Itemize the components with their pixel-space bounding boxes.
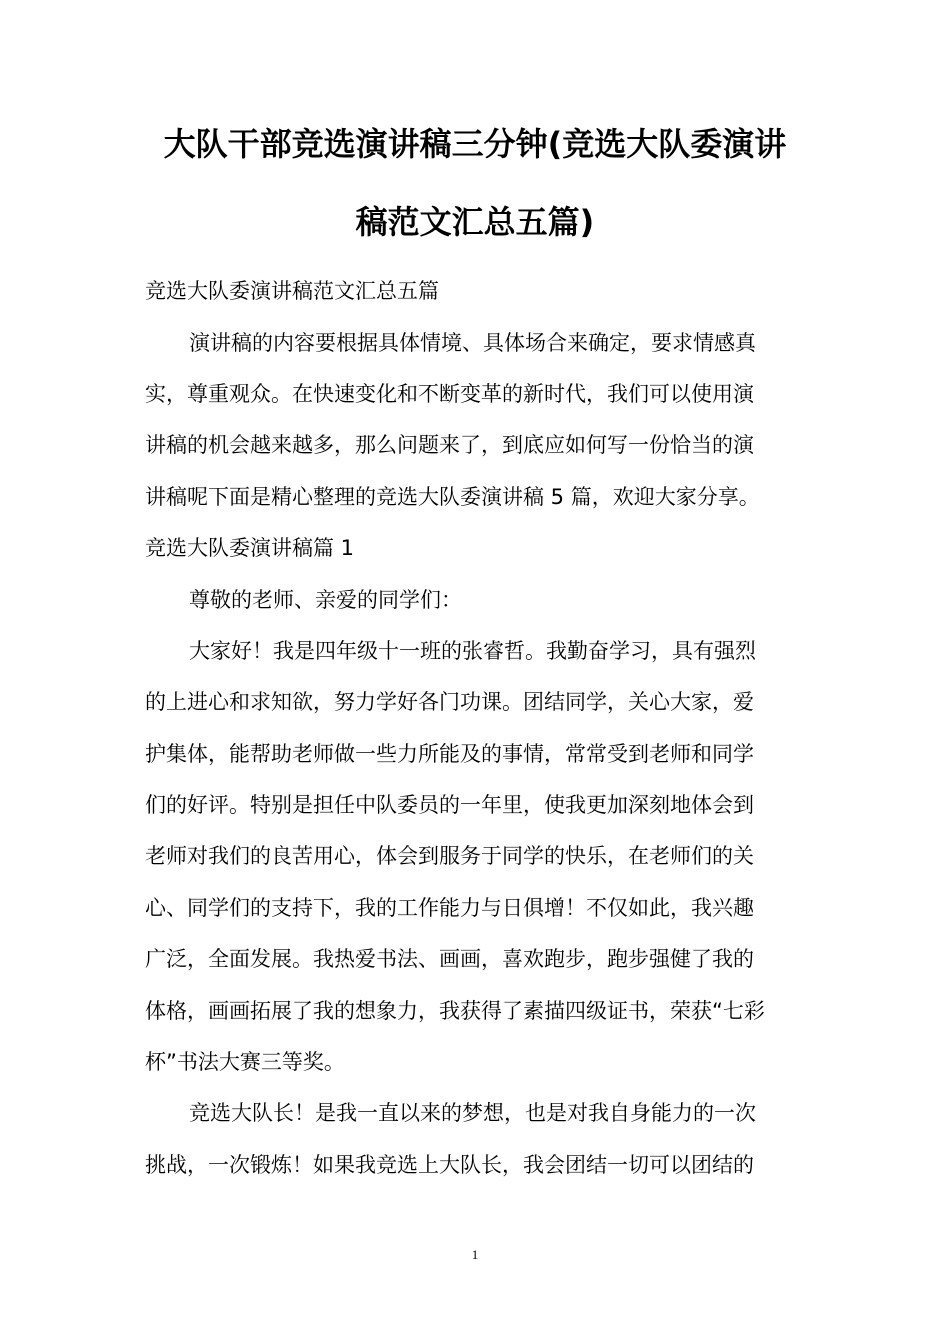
document-title-line-2: 稿范文汇总五篇) (355, 203, 595, 241)
document-title-line-1: 大队干部竞选演讲稿三分钟(竞选大队委演讲 (163, 125, 787, 163)
text-line: 广泛，全面发展。我热爱书法、画画，喜欢跑步，跑步强健了我的 (145, 947, 754, 971)
text-line: 护集体，能帮助老师做一些力所能及的事情，常常受到老师和同学 (145, 742, 754, 766)
text-line: 杯”书法大赛三等奖。 (145, 1050, 345, 1074)
page-number: 1 (471, 1247, 479, 1262)
text-line: 们的好评。特别是担任中队委员的一年里，使我更加深刻地体会到 (145, 793, 754, 817)
text-line: 老师对我们的良苦用心，体会到服务于同学的快乐，在老师们的关 (145, 844, 754, 868)
text-line: 挑战，一次锻炼！如果我竞选上大队长，我会团结一切可以团结的 (145, 1153, 754, 1177)
text-line: 讲稿的机会越来越多，那么问题来了，到底应如何写一份恰当的演 (145, 433, 754, 457)
text-line: 竞选大队长！是我一直以来的梦想，也是对我自身能力的一次 (189, 1101, 756, 1125)
text-line: 演讲稿的内容要根据具体情境、具体场合来确定，要求情感真 (189, 331, 756, 355)
text-line: 心、同学们的支持下，我的工作能力与日俱增！不仅如此，我兴趣 (145, 896, 754, 920)
text-line: 尊敬的老师、亲爱的同学们： (189, 588, 462, 612)
text-line: 实，尊重观众。在快速变化和不断变革的新时代，我们可以使用演 (145, 382, 754, 406)
section-heading: 竞选大队委演讲稿篇 1 (145, 536, 355, 560)
text-line: 的上进心和求知欲，努力学好各门功课。团结同学，关心大家，爱 (145, 690, 754, 714)
section-heading: 竞选大队委演讲稿范文汇总五篇 (145, 279, 439, 303)
text-line: 体格，画画拓展了我的想象力，我获得了素描四级证书，荣获“七彩 (145, 999, 765, 1023)
text-line: 讲稿呢下面是精心整理的竞选大队委演讲稿 5 篇，欢迎大家分享。 (145, 485, 760, 509)
text-line: 大家好！我是四年级十一班的张睿哲。我勤奋学习，具有强烈 (189, 639, 756, 663)
